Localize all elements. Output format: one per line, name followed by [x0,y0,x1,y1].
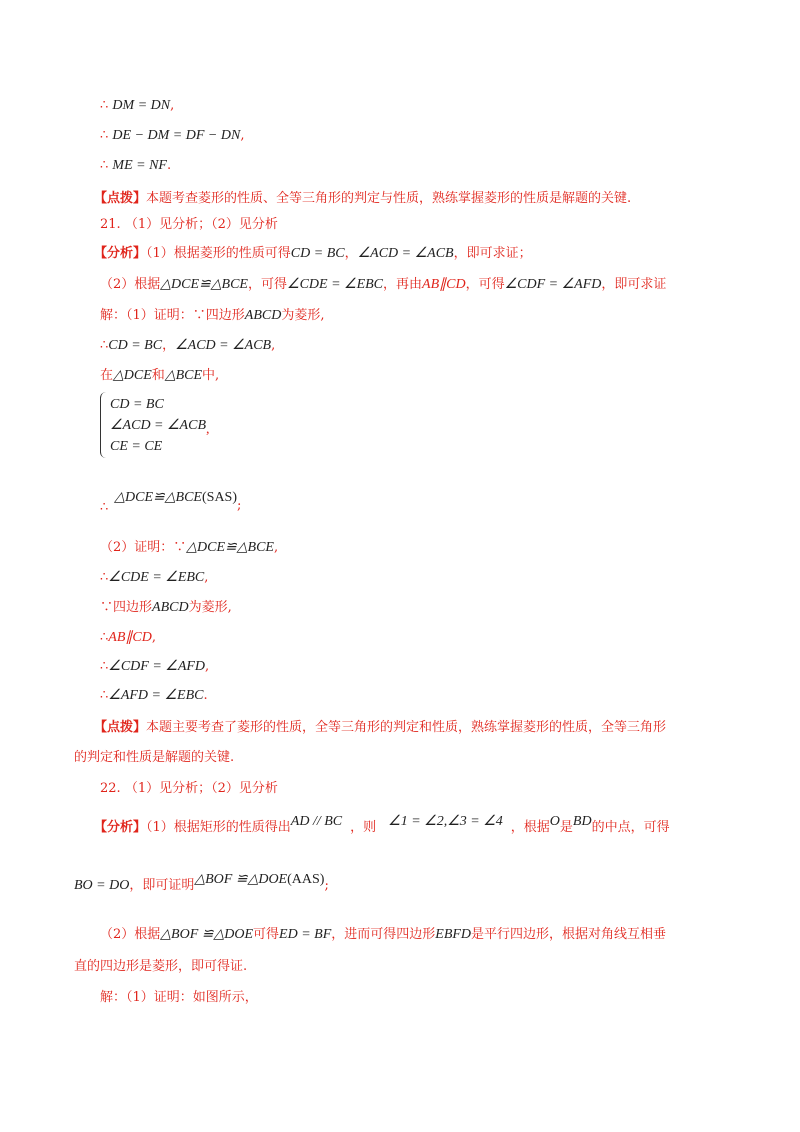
therefore-symbol: ∴ [100,158,109,173]
analysis-line [100,275,666,295]
analysis-text: ，即可求证； [453,246,532,261]
punctuation: , [206,422,210,437]
math-expression: △DCE [113,368,152,383]
question-answer-summary: （1）见分析；（2）见分析 [124,781,278,796]
math-expression: ∠ACD = ∠ACB [175,338,272,353]
tip-paragraph [94,189,631,209]
analysis-text: ， [344,246,358,261]
math-expression: ABCD [152,600,189,615]
therefore-symbol: ∴ [100,128,109,143]
solution-text: 解：（1）证明：∵四边形 [100,308,245,323]
punctuation: , [151,630,156,645]
solution-line [100,538,278,558]
math-expression: CD = BC [290,246,345,261]
analysis-text: ，进而可得四边形 [331,927,436,942]
equation-system-brace [100,392,109,458]
math-expression: AD // BC [290,814,343,829]
solution-line [100,568,208,588]
analysis-text: ，根据 [510,820,550,835]
analysis-text: （1）根据菱形的性质可得 [146,246,291,261]
math-expression: ∠1 = ∠2,∠3 = ∠4 [388,814,503,829]
punctuation: . [166,158,172,173]
system-row: CE = CE [110,439,163,454]
system-row: CD = BC [110,397,164,412]
punctuation: , [240,128,245,143]
solution-text: ， [162,338,176,353]
solution-line [100,306,324,326]
math-expression: (AAS) [287,872,325,887]
math-expression: △DCE≌△BCE [160,277,248,292]
math-expression: ∠CDE = ∠EBC [108,570,205,585]
punctuation: , [205,659,210,674]
analysis-text: 可得 [253,927,280,942]
math-expression: ∠ACD = ∠ACB [357,246,454,261]
solution-line [100,657,209,677]
solution-line [100,488,242,515]
analysis-line [94,814,670,838]
solution-line [100,336,275,356]
question-number: 22. [100,781,121,796]
tip-tag: 【点拨】 [94,720,147,735]
therefore-symbol: ∴ [100,688,109,703]
punctuation: , [271,338,276,353]
therefore-symbol: ∴ [100,659,109,674]
math-expression: AB∥CD [108,630,152,645]
solution-line [100,628,156,648]
solution-line [100,988,258,1008]
math-expression: CD = BC [108,338,163,353]
tip-tag: 【点拨】 [94,191,147,206]
math-expression: ED = BF [279,927,332,942]
therefore-symbol: ∴ [100,338,109,353]
analysis-text: ，即可证明 [129,878,195,893]
solution-text: 为菱形, [188,600,232,615]
analysis-text: 直的四边形是菱形，即可得证. [74,959,248,974]
analysis-text: （2）根据 [100,277,161,292]
therefore-symbol: ∴ [100,570,109,585]
math-expression: ∠CDF = ∠AFD [504,277,602,292]
analysis-text: ，可得 [248,277,288,292]
therefore-symbol: ∴ [100,630,109,645]
analysis-text: ，即可求证 [601,277,667,292]
question-header [100,215,278,235]
proof-line [100,96,174,116]
tip-text: 的判定和性质是解题的关键. [74,750,235,765]
solution-line [100,686,208,706]
math-expression: ABCD [244,308,282,323]
solution-text: 和 [151,368,165,383]
math-expression: △BOF ≌△DOE [194,872,288,887]
analysis-line [100,925,666,945]
analysis-line [94,244,532,264]
tip-paragraph [94,718,666,738]
question-number: 21. [100,217,121,232]
question-header [100,779,278,799]
math-expression: BO = DO [74,878,130,893]
system-row-expression: ∠ACD = ∠ACB [110,418,206,433]
analysis-text: 是平行四边形，根据对角线互相垂 [471,927,667,942]
analysis-text: ，再由 [383,277,423,292]
math-expression: ∠CDF = ∠AFD [108,659,206,674]
math-expression: EBFD [435,927,472,942]
analysis-text: ，可得 [465,277,505,292]
solution-line [100,366,219,386]
analysis-line [74,872,329,896]
therefore-symbol: ∴ [100,98,109,113]
math-expression: AB∥CD [422,277,466,292]
solution-line [100,598,232,618]
analysis-text: ，则 [350,820,377,835]
tip-paragraph-continued [74,748,234,768]
tip-text: 本题主要考查了菱形的性质，全等三角形的判定和性质，熟练掌握菱形的性质，全等三角形 [146,720,667,735]
analysis-tag: 【分析】 [94,246,147,261]
tip-text: 本题考查菱形的性质、全等三角形的判定与性质，熟练掌握菱形的性质是解题的关键. [146,191,632,206]
proof-line [100,156,171,176]
solution-text: （2）证明：∵ [100,540,187,555]
solution-text: 为菱形, [281,308,325,323]
equation-system [110,394,210,457]
math-expression: ∠CDE = ∠EBC [287,277,384,292]
analysis-text: （1）根据矩形的性质得出 [146,820,291,835]
punctuation: ; [324,878,329,893]
math-expression: ME = NF [112,158,167,173]
math-expression: △BOF ≌△DOE [160,927,254,942]
solution-text: 中, [202,368,220,383]
punctuation: , [274,540,279,555]
punctuation: , [170,98,175,113]
solution-text: ∵四边形 [100,600,153,615]
analysis-text: （2）根据 [100,927,161,942]
math-expression: △BCE [164,368,203,383]
math-expression: O [549,814,560,829]
system-row [110,415,210,436]
math-expression: (SAS) [202,490,238,505]
question-answer-summary: （1）见分析；（2）见分析 [124,217,278,232]
math-expression: DM = DN [112,98,171,113]
analysis-text: 是 [559,820,573,835]
therefore-symbol: ∴ [100,500,109,515]
analysis-tag: 【分析】 [94,820,147,835]
math-expression: DE − DM = DF − DN [112,128,241,143]
proof-line [100,126,244,146]
math-expression: BD [572,814,592,829]
math-expression: ∠AFD = ∠EBC [108,688,204,703]
punctuation: , [204,570,209,585]
math-expression: △DCE≌△BCE [186,540,274,555]
solution-text: 解：（1）证明：如图所示， [100,990,258,1005]
analysis-text: 的中点，可得 [591,820,670,835]
punctuation: ; [237,498,242,513]
math-expression: △DCE≌△BCE [114,490,202,505]
punctuation: . [203,688,208,703]
analysis-line-continued [74,957,247,977]
solution-text: 在 [100,368,114,383]
